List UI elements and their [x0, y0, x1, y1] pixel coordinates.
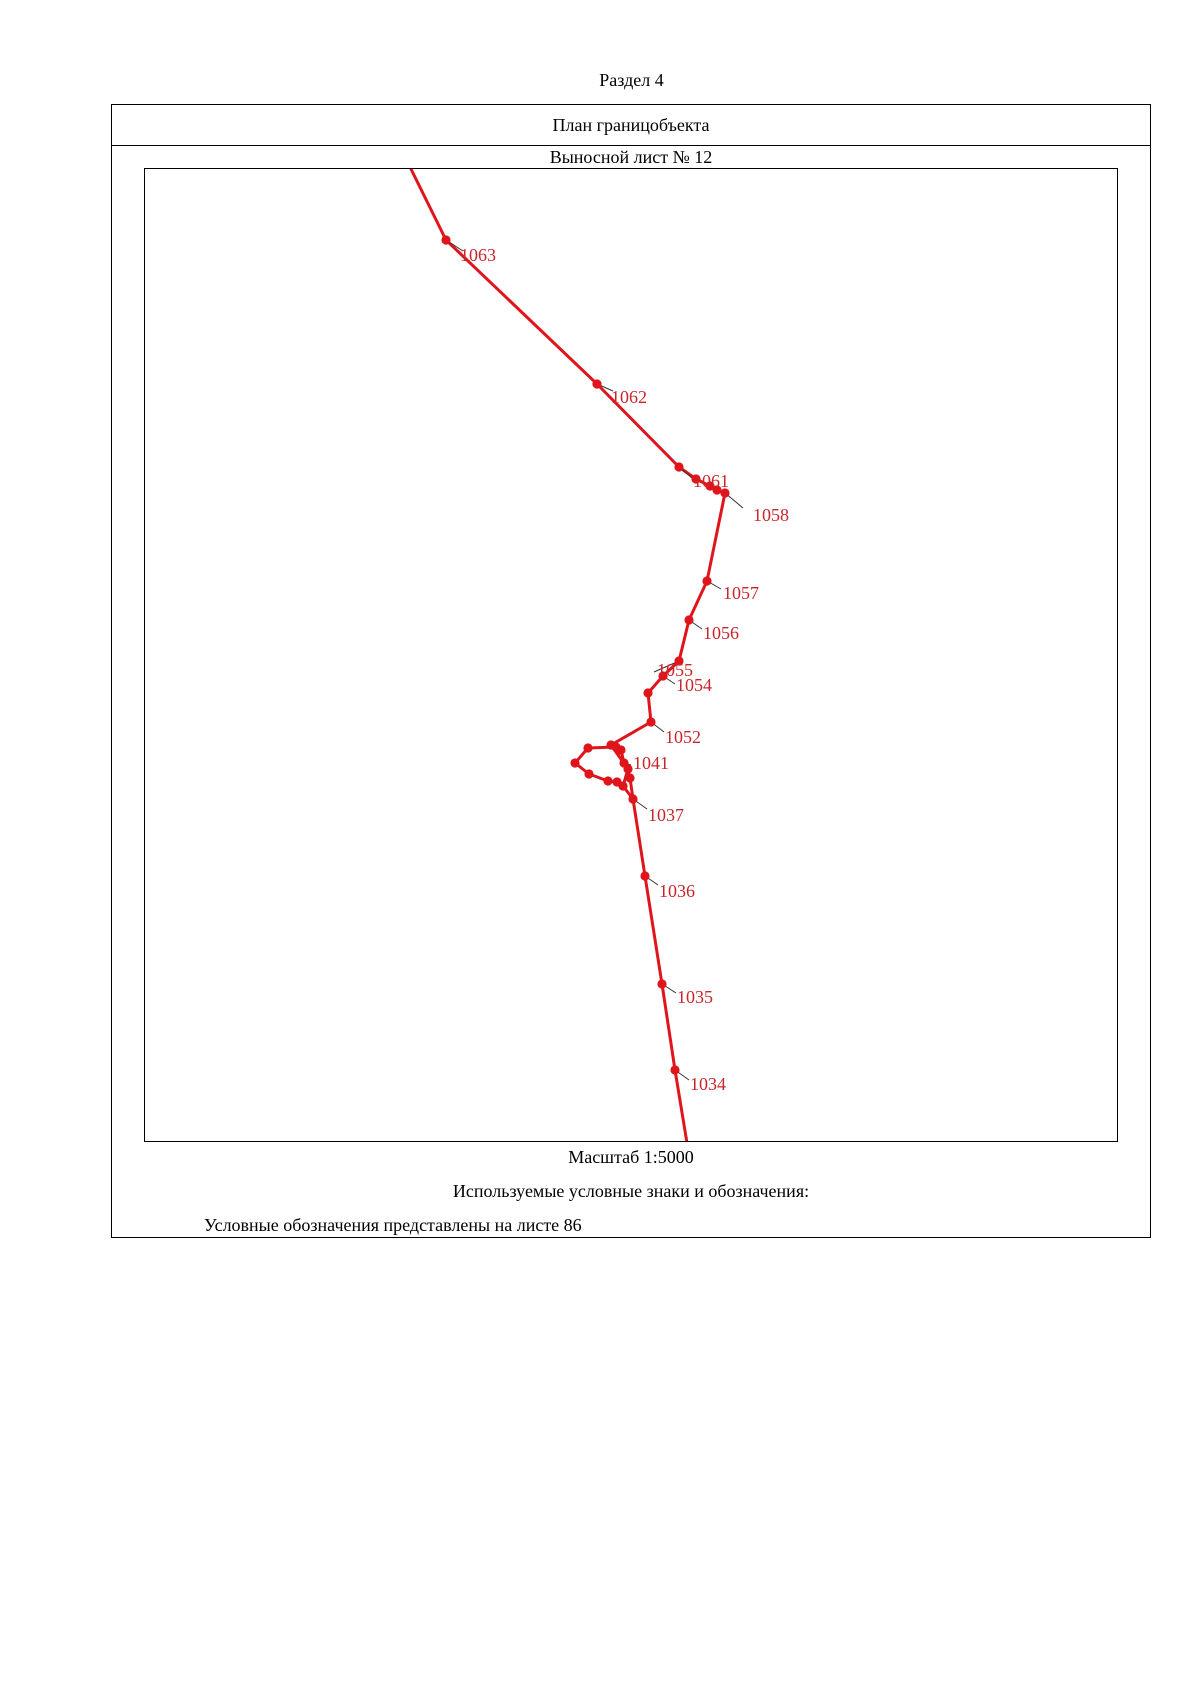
- boundary-point-p1034: [670, 1065, 679, 1074]
- boundary-point-p1057: [702, 576, 711, 585]
- boundary-point-d2: [625, 773, 634, 782]
- boundary-point-p1052: [646, 717, 655, 726]
- plan-header: [112, 105, 1150, 146]
- scale-label: Масштаб 1:5000: [568, 1147, 694, 1167]
- boundary-point-p1036: [640, 871, 649, 880]
- boundary-point-p1061: [674, 462, 683, 471]
- point-label-p1057: 1057: [723, 583, 759, 603]
- point-labels-layer: [460, 245, 789, 1094]
- sheet-title: Выносной лист № 12: [549, 147, 713, 167]
- boundary-point-p1062: [592, 379, 601, 388]
- boundary-point-e6: [618, 781, 627, 790]
- boundary-points-layer: [441, 235, 729, 1074]
- point-label-p1062: 1062: [611, 387, 647, 407]
- point-label-p1054: 1054: [676, 675, 712, 695]
- boundary-map: [145, 169, 1117, 1141]
- legend-note: Условные обозначения представлены на листе 86: [204, 1215, 582, 1235]
- map-viewport: [144, 168, 1118, 1142]
- boundary-line-loop: [575, 747, 633, 799]
- legend-title: Используемые условные знаки и обозначения:: [452, 1181, 810, 1201]
- point-label-p1063: 1063: [460, 245, 496, 265]
- boundary-point-p1056: [684, 615, 693, 624]
- point-label-p1058: 1058: [753, 505, 789, 525]
- point-label-p1055: 1055: [657, 660, 693, 680]
- boundary-point-e2: [570, 758, 579, 767]
- boundary-point-c3: [616, 745, 625, 754]
- point-label-p1056: 1056: [703, 623, 739, 643]
- point-label-p1034: 1034: [690, 1074, 726, 1094]
- boundary-point-e3: [584, 769, 593, 778]
- point-label-p1041: 1041: [633, 753, 669, 773]
- point-label-p1035: 1035: [677, 987, 713, 1007]
- point-label-p1061: 1061: [693, 471, 729, 491]
- boundary-point-d1: [623, 764, 632, 773]
- boundary-point-e4: [603, 776, 612, 785]
- section-title: Раздел 4: [599, 70, 664, 90]
- leader-lines-layer: [446, 240, 743, 1080]
- plan-header-text: План границобъекта: [552, 114, 710, 135]
- boundary-point-p1035: [657, 979, 666, 988]
- boundary-point-b1: [643, 688, 652, 697]
- point-label-p1036: 1036: [659, 881, 695, 901]
- point-label-p1052: 1052: [665, 727, 701, 747]
- boundary-point-e1: [583, 743, 592, 752]
- point-label-p1037: 1037: [648, 805, 684, 825]
- boundary-point-p1037: [628, 794, 637, 803]
- boundary-point-p1063: [441, 235, 450, 244]
